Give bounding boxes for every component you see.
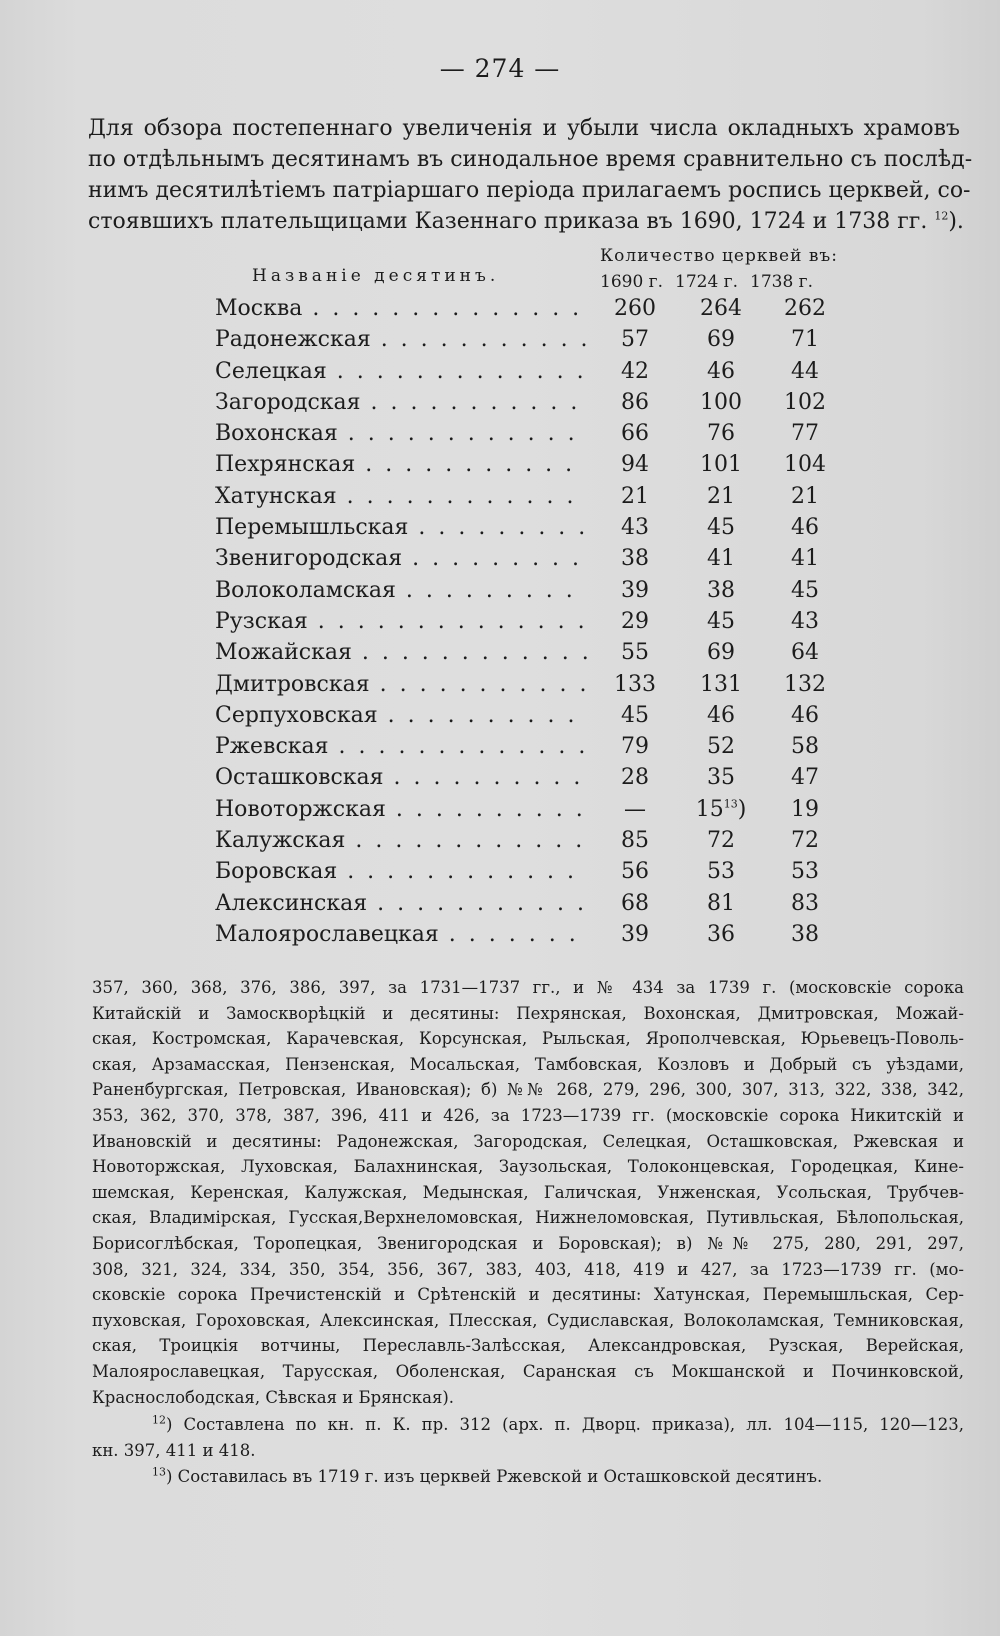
count-1690: 39 <box>621 577 649 603</box>
note-line: Новоторжская, Луховская, Балахнинская, Заузольская, Толоконцевская, Городецкая, Кине- <box>92 1157 964 1177</box>
count-1690: 79 <box>621 734 649 760</box>
count-1690: — <box>624 796 646 822</box>
count-1738: 43 <box>791 608 819 634</box>
footnote-line <box>92 1464 964 1490</box>
note-line: Борисоглѣбская, Торопецкая, Звенигородская и Боровская); в) №№ 275, 280, 291, 297, <box>92 1233 964 1253</box>
count-1738: 77 <box>791 421 819 447</box>
count-1724: 76 <box>707 421 735 447</box>
count-1690: 21 <box>621 483 649 509</box>
table-row <box>0 859 1000 890</box>
note-line: 353, 362, 370, 378, 387, 396, 411 и 426, за 1723—1739 гг. (московскіе сорока Никитскій и <box>92 1105 964 1125</box>
count-1724: 81 <box>707 890 735 916</box>
count-1724: 35 <box>707 765 735 791</box>
count-1690: 86 <box>621 389 649 415</box>
table-row <box>0 703 1000 734</box>
count-1690: 28 <box>621 765 649 791</box>
count-1724 <box>686 797 756 822</box>
deanery-name: Осташковская . . . <box>215 765 587 790</box>
count-1738: 45 <box>791 577 819 603</box>
year-header-1690: 1690 г. <box>600 272 663 292</box>
table-row <box>0 296 1000 327</box>
table-row <box>0 390 1000 421</box>
note-line: Китайскій и Замоскворѣцкій и десятины: Пехрянская, Вохонская, Дмитровская, Можай- <box>92 1003 964 1023</box>
deanery-name: Пехрянская . . . <box>215 452 587 477</box>
footnote-ref-close: ) <box>737 796 747 822</box>
table-row <box>0 515 1000 546</box>
count-1738: 102 <box>784 389 826 415</box>
count-1738: 19 <box>791 796 819 822</box>
count-1724: 100 <box>700 389 742 415</box>
note-line: сковскіе сорока Пречистенскій и Срѣтенскій и десятины: Хатунская, Перемышльская, Сер- <box>92 1285 964 1305</box>
count-1690: 94 <box>621 452 649 478</box>
table-row <box>0 327 1000 358</box>
count-1738: 132 <box>784 671 826 697</box>
intro-line-text: стоявшихъ плательщицами Казеннаго приказа въ 1690, 1724 и 1738 гг. <box>88 209 928 234</box>
intro-paragraph <box>88 113 973 237</box>
count-1738: 104 <box>784 452 826 478</box>
count-1738: 44 <box>791 358 819 384</box>
intro-line-last <box>88 206 964 237</box>
count-1690: 45 <box>621 702 649 728</box>
count-1724: 72 <box>707 828 735 854</box>
deanery-name: Волоколамская . . . <box>215 578 587 603</box>
count-1738: 64 <box>791 640 819 666</box>
count-1690: 29 <box>621 608 649 634</box>
count-1738: 46 <box>791 515 819 541</box>
note-line: ская, Троицкія вотчины, Переславль-Залѣсская, Александровская, Рузская, Верейская, <box>92 1336 964 1356</box>
note-line: шемская, Керенская, Калужская, Медынская, Галичская, Унженская, Усольская, Трубчев- <box>92 1182 964 1202</box>
count-1724: 46 <box>707 702 735 728</box>
footnote-ref: 12 <box>934 209 949 223</box>
count-1724: 46 <box>707 358 735 384</box>
count-1724: 45 <box>707 515 735 541</box>
count-1690: 133 <box>614 671 656 697</box>
count-1738: 38 <box>791 921 819 947</box>
note-line: 357, 360, 368, 376, 386, 397, за 1731—1737 гг., и № 434 за 1739 г. (московскіе сорока <box>92 978 964 997</box>
count-1724: 264 <box>700 296 742 321</box>
note-line: ская, Арзамасская, Пензенская, Мосальская, Тамбовская, Козловъ и Добрый съ уѣздами, <box>92 1054 964 1074</box>
deanery-name: Вохонская . . . <box>215 421 587 446</box>
deanery-name: Перемышльская . . . <box>215 515 587 540</box>
table-row <box>0 578 1000 609</box>
count-1738: 47 <box>791 765 819 791</box>
count-column-header: Количество церквей въ: <box>600 246 838 266</box>
count-1690: 55 <box>621 640 649 666</box>
table-row <box>0 765 1000 796</box>
count-1738: 262 <box>784 296 826 321</box>
count-1738: 53 <box>791 859 819 885</box>
count-1690: 56 <box>621 859 649 885</box>
count-1724: 38 <box>707 577 735 603</box>
deanery-name: Москва . . . <box>215 296 587 321</box>
intro-line: Для обзора постепеннаго увеличенія и убыли числа окладныхъ храмовъ <box>88 116 960 141</box>
count-1690: 39 <box>621 921 649 947</box>
footnote-line <box>92 1412 964 1438</box>
deanery-name: Рузская . . . <box>215 609 587 634</box>
year-header-1738: 1738 г. <box>750 272 813 292</box>
count-1738: 58 <box>791 734 819 760</box>
sources-note <box>92 975 964 1410</box>
table-row <box>0 922 1000 953</box>
footnote-ref: 13 <box>723 797 738 811</box>
deanery-name: Радонежская . . . <box>215 327 587 352</box>
note-line: ская, Костромская, Карачевская, Корсунская, Рыльская, Ярополчевская, Юрьевецъ-Поволь- <box>92 1029 964 1049</box>
count-1724: 69 <box>707 327 735 353</box>
deanery-name: Селецкая . . . <box>215 359 587 384</box>
deanery-name: Можайская . . . <box>215 640 587 665</box>
count-1690: 260 <box>614 296 656 321</box>
count-1690: 42 <box>621 358 649 384</box>
table-row <box>0 734 1000 765</box>
count-1690: 66 <box>621 421 649 447</box>
note-line: Краснослободская, Сѣвская и Брянская). <box>92 1387 455 1407</box>
table-row <box>0 797 1000 828</box>
deanery-name: Малоярославецкая . . . <box>215 922 587 947</box>
year-header-1724: 1724 г. <box>675 272 738 292</box>
table-row <box>0 609 1000 640</box>
intro-end: ). <box>948 209 964 234</box>
footnote-number: 12 <box>152 1413 166 1427</box>
count-1724: 21 <box>707 483 735 509</box>
table-row <box>0 828 1000 859</box>
deanery-name: Звенигородская . . . <box>215 546 587 571</box>
table-row <box>0 452 1000 483</box>
deanery-name: Новоторжская . . . <box>215 797 587 822</box>
count-1738: 72 <box>791 828 819 854</box>
deanery-name: Алексинская . . . <box>215 891 587 916</box>
deanery-name: Дмитровская . . . <box>215 672 587 697</box>
count-1690: 38 <box>621 546 649 572</box>
deanery-name: Калужская . . . <box>215 828 587 853</box>
count-1738: 71 <box>791 327 819 353</box>
count-1738: 83 <box>791 890 819 916</box>
deanery-name: Ржевская . . . <box>215 734 587 759</box>
table-row <box>0 546 1000 577</box>
count-1690: 57 <box>621 327 649 353</box>
table-row <box>0 672 1000 703</box>
count-1724: 52 <box>707 734 735 760</box>
note-line: пуховская, Гороховская, Алексинская, Плесская, Судиславская, Волоколамская, Темниковская, <box>92 1310 964 1330</box>
note-line: Раненбургская, Петровская, Ивановская); б) №№ 268, 279, 296, 300, 307, 313, 322, 338, 342, <box>92 1080 964 1100</box>
table-row <box>0 359 1000 390</box>
table-row <box>0 484 1000 515</box>
count-1690: 43 <box>621 515 649 541</box>
count-1738: 21 <box>791 483 819 509</box>
footnote-text: ) Составилась въ 1719 г. изъ церквей Ржевской и Осташковской десятинъ. <box>166 1467 823 1486</box>
footnote-number: 13 <box>152 1465 166 1479</box>
count-1724: 36 <box>707 921 735 947</box>
deanery-name: Загородская . . . <box>215 390 587 415</box>
count-1724: 53 <box>707 859 735 885</box>
footnote-line: кн. 397, 411 и 418. <box>92 1440 256 1460</box>
note-line: Малоярославецкая, Тарусская, Оболенская, Саранская съ Мокшанской и Починковской, <box>92 1361 964 1381</box>
count-1724: 41 <box>707 546 735 572</box>
table-row <box>0 640 1000 671</box>
intro-line: по отдѣльнымъ десятинамъ въ синодальное время сравнительно съ послѣд- <box>88 147 973 172</box>
count-1724: 69 <box>707 640 735 666</box>
intro-line: нимъ десятилѣтіемъ патріаршаго періода прилагаемъ роспись церквей, со- <box>88 178 971 203</box>
table-row <box>0 421 1000 452</box>
count-1738: 46 <box>791 702 819 728</box>
deanery-name: Хатунская . . . <box>215 484 587 509</box>
count-1690: 85 <box>621 828 649 854</box>
count-1738: 41 <box>791 546 819 572</box>
page-number: — 274 — <box>439 54 561 83</box>
count-1724: 131 <box>700 671 742 697</box>
count-1724: 101 <box>700 452 742 478</box>
count-1724-value: 15 <box>695 796 724 822</box>
footnote-text: ) Составлена по кн. п. К. пр. 312 (арх. п. Дворц. приказа), лл. 104—115, 120—123, <box>166 1415 964 1434</box>
deanery-name: Серпуховская . . . <box>215 703 587 728</box>
church-count-table <box>0 296 1000 953</box>
name-column-header: Названіе десятинъ. <box>252 266 500 286</box>
count-1724: 45 <box>707 608 735 634</box>
footnote-12 <box>92 1412 964 1463</box>
note-line: ская, Владимірская, Гусская,Верхнеломовская, Нижнеломовская, Путивльская, Бѣлопольская, <box>92 1208 964 1228</box>
deanery-name: Боровская . . . <box>215 859 587 884</box>
note-line: 308, 321, 324, 334, 350, 354, 356, 367, 383, 403, 418, 419 и 427, за 1723—1739 гг. (мо- <box>92 1259 964 1279</box>
table-row <box>0 891 1000 922</box>
count-1690: 68 <box>621 890 649 916</box>
footnote-13 <box>92 1464 964 1490</box>
note-line: Ивановскій и десятины: Радонежская, Загородская, Селецкая, Осташковская, Ржевская и <box>92 1131 964 1151</box>
